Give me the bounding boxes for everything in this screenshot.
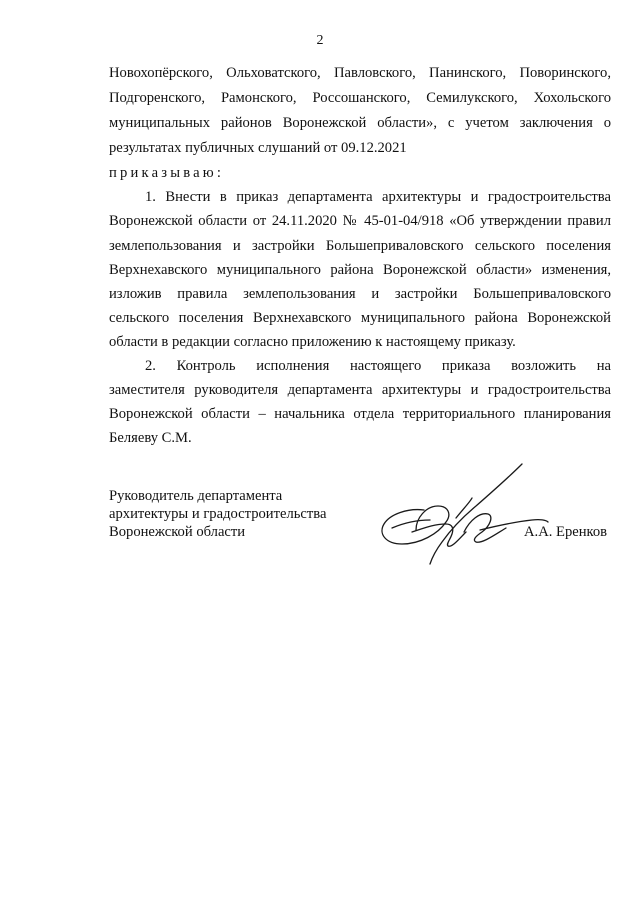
intro-line-4: результатах публичных слушаний от 09.12.2021 (109, 140, 407, 156)
intro-line-1: Новохопёрского, Ольховатского, Павловского, Панинского, Поворинского, (109, 65, 611, 81)
signer-name: А.А. Еренков (524, 524, 608, 540)
item1-line-6: сельского поселения Верхнехавского муниципального района Воронежской (109, 310, 611, 326)
item1-line-4: Верхнехавского муниципального района Воронежской области» изменения, (109, 262, 611, 278)
intro-line-3: муниципальных районов Воронежской области», с учетом заключения о (109, 115, 611, 131)
item1-line-3: землепользования и застройки Большеприваловского сельского поселения (109, 238, 611, 254)
item1-line-1: 1. Внести в приказ департамента архитектуры и градостроительства (145, 189, 611, 205)
page-number: 2 (316, 33, 324, 48)
item1-line-5: изложив правила землепользования и застройки Большеприваловского (109, 286, 611, 302)
item1-line-7: области в редакции согласно приложению к настоящему приказу. (109, 334, 516, 350)
item2-line-4: Беляеву С.М. (109, 430, 192, 446)
signature-title-line-1: Руководитель департамента (109, 488, 283, 504)
handwritten-signature (372, 458, 550, 566)
item2-line-3: Воронежской области – начальника отдела территориального планирования (109, 406, 611, 422)
signature-title-line-2: архитектуры и градостроительства (109, 506, 327, 522)
item2-line-2: заместителя руководителя департамента архитектуры и градостроительства (109, 382, 611, 398)
signature-title-line-3: Воронежской области (109, 524, 246, 540)
item2-line-1: 2. Контроль исполнения настоящего приказа возложить на (145, 358, 611, 374)
signature-title (109, 487, 326, 541)
intro-line-2: Подгоренского, Рамонского, Россошанского, Семилукского, Хохольского (109, 90, 611, 106)
item1-line-2: Воронежской области от 24.11.2020 № 45-01-04/918 «Об утверждении правил (109, 213, 611, 229)
order-word: приказываю: (109, 165, 225, 181)
